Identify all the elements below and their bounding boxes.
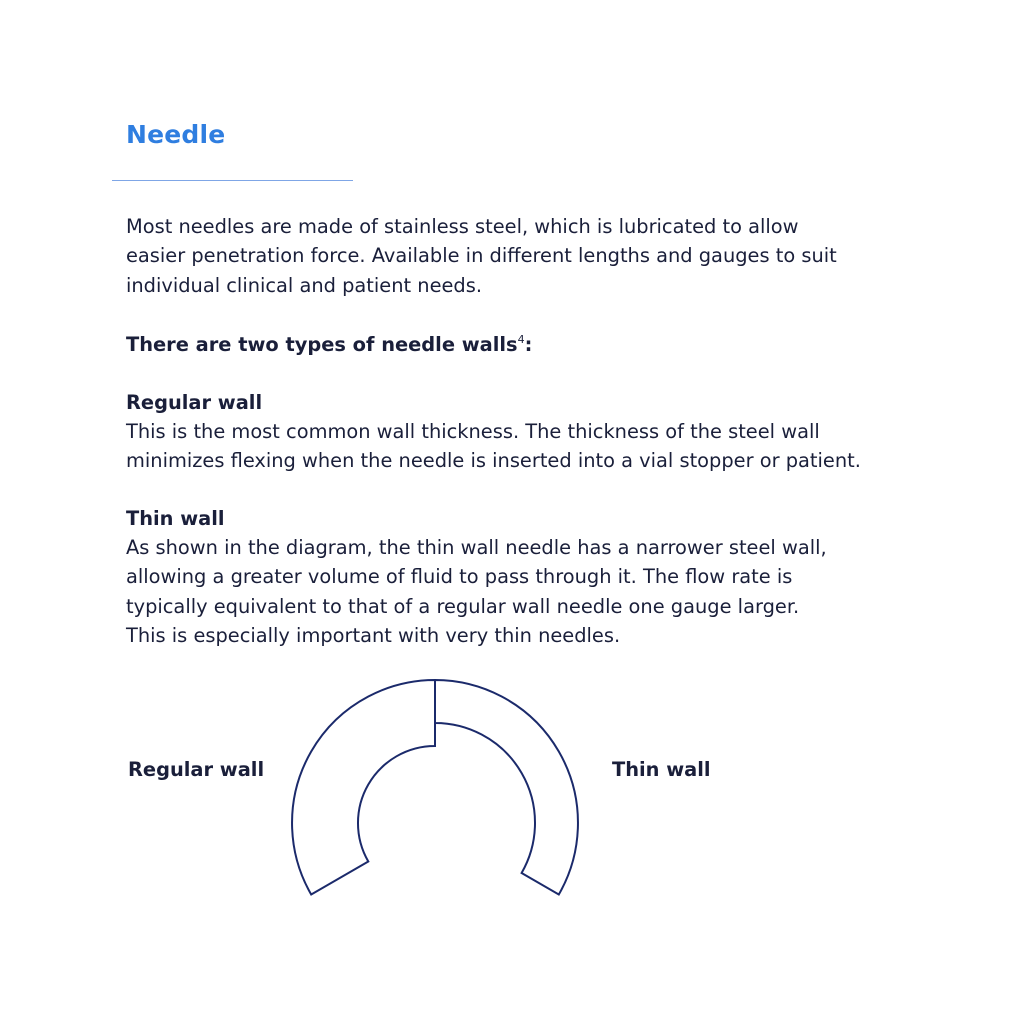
thin-wall-line: As shown in the diagram, the thin wall needle has a narrower steel wall, [126, 536, 827, 559]
regular-wall-shape [292, 680, 435, 895]
types-heading-text: There are two types of needle walls [126, 333, 518, 356]
thin-wall-heading: Thin wall [126, 507, 225, 530]
page-title: Needle [126, 120, 226, 149]
thin-wall-line: allowing a greater volume of fluid to pass through it. The flow rate is [126, 565, 793, 589]
regular-wall-line: minimizes flexing when the needle is inserted into a vial stopper or patient. [126, 449, 861, 473]
intro-line: individual clinical and patient needs. [126, 273, 483, 297]
intro-line: Most needles are made of stainless steel, which is lubricated to allow [126, 215, 799, 238]
regular-wall-heading: Regular wall [126, 391, 263, 414]
diagram-label-regular-wall: Regular wall [128, 758, 265, 781]
thin-wall-shape [435, 680, 578, 895]
diagram-label-thin-wall: Thin wall [612, 758, 711, 781]
intro-line: easier penetration force. Available in different lengths and gauges to suit [126, 244, 837, 268]
regular-wall-line: This is the most common wall thickness. The thickness of the steel wall [126, 420, 820, 443]
thin-wall-line: This is especially important with very thin needles. [126, 623, 621, 647]
types-heading-suffix: : [524, 333, 533, 356]
thin-wall-line: typically equivalent to that of a regular wall needle one gauge larger. [126, 594, 800, 618]
footnote-reference: 4 [517, 333, 525, 346]
